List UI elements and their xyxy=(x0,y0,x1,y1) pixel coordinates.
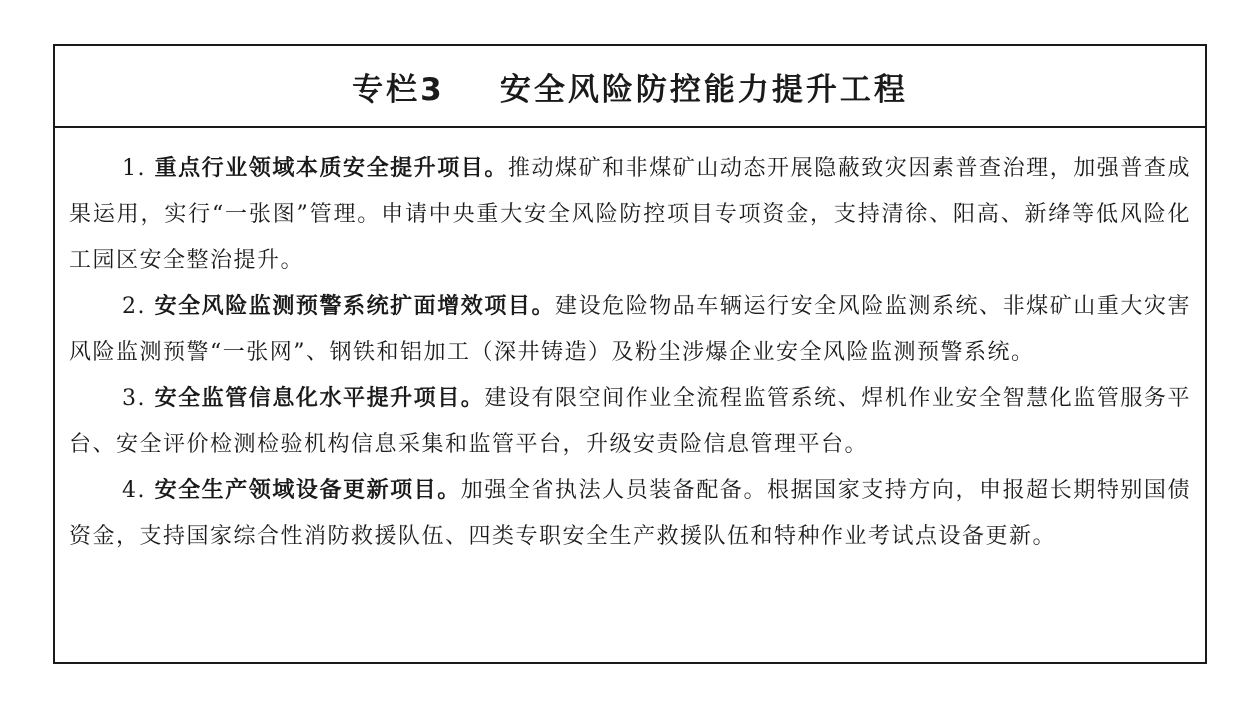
item-body: 推动煤矿和非煤矿山动态开展隐蔽致灾因素普查治理，加强普查成果运用，实行“一张图”管理。申请中央重大安全风险防控项目专项资金，支持清徐、阳高、新绛等低风险化工园区安全整治提升。 xyxy=(69,156,1191,273)
list-item-3 xyxy=(69,376,1191,468)
item-number: 3. xyxy=(122,386,146,411)
box-title-label: 专栏3 xyxy=(352,71,445,108)
item-body: 建设有限空间作业全流程监管系统、焊机作业安全智慧化监管服务平台、安全评价检测检验机构信息采集和监管平台，升级安责险信息管理平台。 xyxy=(69,386,1191,457)
item-heading: 安全风险监测预警系统扩面增效项目。 xyxy=(154,294,556,319)
item-body: 加强全省执法人员装备配备。根据国家支持方向，申报超长期特别国债资金，支持国家综合性消防救援队伍、四类专职安全生产救援队伍和特种作业考试点设备更新。 xyxy=(69,478,1191,549)
item-body: 建设危险物品车辆运行安全风险监测系统、非煤矿山重大灾害风险监测预警“一张网”、钢铁和铝加工（深井铸造）及粉尘涉爆企业安全风险监测预警系统。 xyxy=(69,294,1191,365)
box-header xyxy=(55,46,1205,128)
box-title-text: 安全风险防控能力提升工程 xyxy=(499,71,908,108)
item-heading: 重点行业领域本质安全提升项目。 xyxy=(154,156,508,181)
box-body xyxy=(55,128,1205,560)
item-heading: 安全生产领域设备更新项目。 xyxy=(154,478,461,503)
item-number: 2. xyxy=(122,294,146,319)
item-heading: 安全监管信息化水平提升项目。 xyxy=(154,386,485,411)
item-number: 1. xyxy=(122,156,146,181)
list-item-2 xyxy=(69,284,1191,376)
list-item-4 xyxy=(69,468,1191,560)
feature-box xyxy=(53,44,1207,664)
item-number: 4. xyxy=(122,478,146,503)
box-title xyxy=(352,64,908,109)
list-item-1 xyxy=(69,146,1191,284)
